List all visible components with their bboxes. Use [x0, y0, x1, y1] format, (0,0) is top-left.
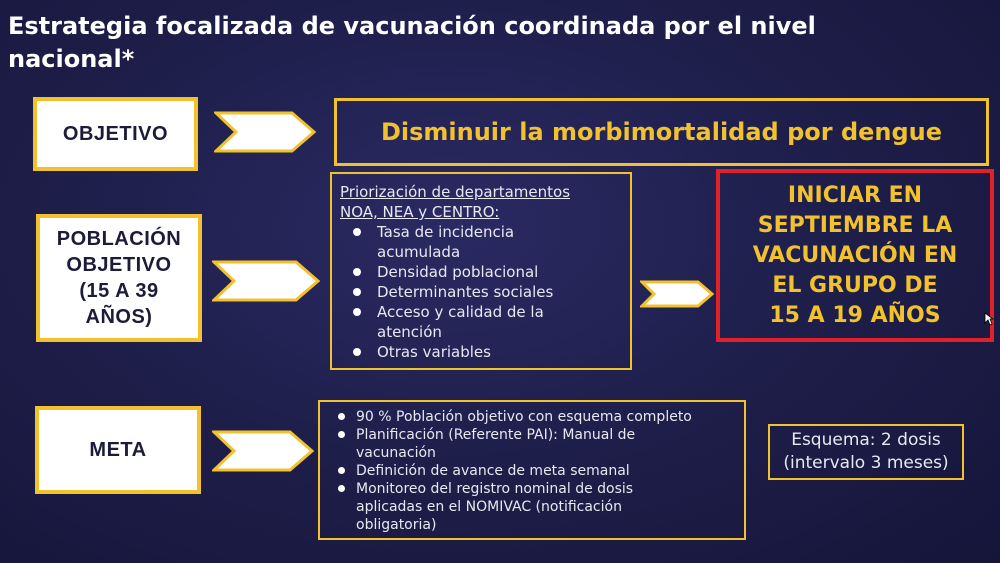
- list-item: [340, 262, 622, 282]
- list-item-text: Monitoreo del registro nominal de dosis: [356, 481, 634, 497]
- poblacion-label-line: (15 A 39: [79, 280, 159, 302]
- poblacion-label-box: [36, 214, 202, 342]
- callout-line: INICIAR EN: [787, 182, 923, 208]
- poblacion-label-line: AÑOS): [85, 306, 153, 328]
- list-item: [328, 480, 736, 534]
- chevron-arrow-icon: [214, 111, 318, 153]
- mouse-cursor-icon: [984, 312, 994, 326]
- callout-line: 15 A 19 AÑOS: [769, 302, 941, 328]
- objetivo-label-box: [33, 97, 198, 171]
- list-item: [340, 282, 622, 302]
- list-item-text: 90 % Población objetivo con esquema completo: [356, 409, 692, 425]
- priorizacion-box: [330, 172, 632, 370]
- meta-label: META: [89, 439, 147, 461]
- callout-text: [753, 181, 958, 331]
- list-item: [328, 426, 736, 462]
- esquema-box: [768, 424, 964, 480]
- meta-list: [328, 408, 736, 534]
- poblacion-label-line: OBJETIVO: [66, 254, 172, 276]
- list-item: [340, 302, 622, 342]
- list-item: [340, 222, 622, 262]
- list-item-text: atención: [377, 323, 442, 341]
- chevron-arrow-icon: [640, 280, 716, 308]
- list-item-text: Planificación (Referente PAI): Manual de: [356, 427, 636, 443]
- callout-line: SEPTIEMBRE LA: [757, 212, 953, 238]
- list-item-text: Definición de avance de meta semanal: [356, 463, 630, 479]
- poblacion-label-line: POBLACIÓN: [56, 228, 182, 250]
- list-item: [328, 462, 736, 480]
- list-item-text: Acceso y calidad de la: [377, 303, 544, 321]
- priorizacion-list: [340, 222, 622, 362]
- objetivo-label: OBJETIVO: [62, 123, 169, 145]
- esquema-line: (intervalo 3 meses): [783, 453, 949, 473]
- page-title: Estrategia focalizada de vacunación coordinada por el nivel nacional*: [8, 12, 816, 73]
- heading-line: Priorización de departamentos: [340, 183, 571, 201]
- list-item-text: acumulada: [377, 243, 461, 261]
- meta-box: [318, 400, 746, 540]
- vaccination-start-callout: [716, 169, 994, 342]
- list-item-text: obligatoria): [356, 517, 437, 533]
- heading-line: NOA, NEA y CENTRO:: [340, 203, 500, 221]
- list-item-text: Densidad poblacional: [377, 263, 539, 281]
- list-item-text: Tasa de incidencia: [377, 223, 515, 241]
- list-item-text: Determinantes sociales: [377, 283, 554, 301]
- list-item: [328, 408, 736, 426]
- objective-text: Disminuir la morbimortalidad por dengue: [380, 118, 943, 146]
- callout-line: VACUNACIÓN EN: [752, 242, 958, 268]
- list-item-text: vacunación: [356, 445, 436, 461]
- list-item-text: aplicadas en el NOMIVAC (notificación: [356, 499, 622, 515]
- callout-line: EL GRUPO DE: [772, 272, 938, 298]
- priorizacion-heading: [340, 182, 622, 222]
- meta-label-box: [35, 406, 201, 494]
- list-item: [340, 342, 622, 362]
- chevron-arrow-icon: [212, 260, 322, 302]
- esquema-line: Esquema: 2 dosis: [791, 430, 941, 450]
- poblacion-label: [57, 226, 182, 330]
- objective-statement: [334, 98, 989, 166]
- chevron-arrow-icon: [212, 430, 316, 472]
- list-item-text: Otras variables: [377, 343, 491, 361]
